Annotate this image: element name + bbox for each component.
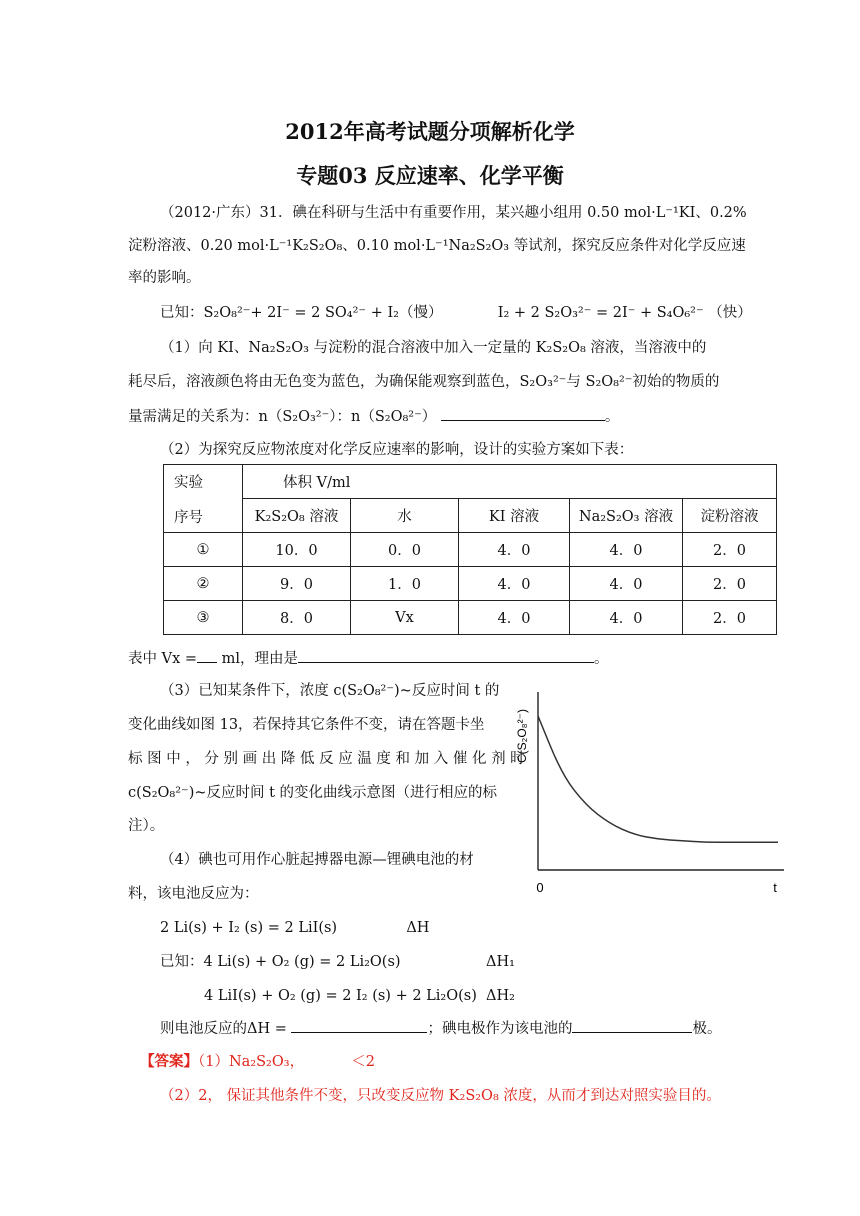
y-axis-label: C(S₂O₈²⁻) [515, 709, 529, 763]
table-row [164, 533, 777, 567]
dh-label: 则电池反应的ΔH = [160, 1021, 292, 1037]
row-2-ki: 4．0 [459, 567, 570, 601]
electrode-blank[interactable] [572, 1018, 692, 1033]
row-2-na2s2o3: 4．0 [570, 567, 683, 601]
q4-known-a [160, 952, 401, 972]
row-1-seq: ① [164, 533, 243, 567]
equation-fast: I₂ + 2 S₂O₃²⁻ = 2I⁻ + S₄O₆²⁻ （快） [497, 305, 752, 321]
battery-dh: ΔH [406, 920, 430, 936]
table-row [164, 601, 777, 635]
col-water: 水 [351, 499, 459, 533]
q3-line-5: 注）。 [128, 818, 165, 834]
header-seq-cell [164, 465, 243, 533]
q1-line-3-end: 。 [604, 409, 620, 425]
known-reactions [160, 303, 752, 323]
row-2-seq: ② [164, 567, 243, 601]
experiment-table [163, 464, 777, 635]
q1-line-3 [128, 406, 619, 427]
q4-known-label: 已知： [160, 954, 204, 970]
row-1-na2s2o3: 4．0 [570, 533, 683, 567]
battery-reaction: 2 Li(s) + I₂ (s) = 2 LiI(s) [160, 920, 338, 936]
row-2-k2s2o8: 9．0 [243, 567, 351, 601]
q1-line-3-text: 量需满足的关系为：n（S₂O₃²⁻）：n（S₂O₈²⁻） [128, 409, 437, 425]
reaction-b: 4 LiI(s) + O₂ (g) = 2 I₂ (s) + 2 Li₂O(s) [204, 988, 477, 1004]
document-subtitle: 专题03 反应速率、化学平衡 [296, 163, 564, 188]
document-title: 2012年高考试题分项解析化学 [285, 119, 575, 144]
answer-line-1 [140, 1052, 375, 1072]
row-3-ki: 4．0 [459, 601, 570, 635]
electrode-end: 极。 [692, 1021, 722, 1037]
concentration-curve [538, 716, 778, 842]
concentration-time-chart [512, 688, 788, 900]
q4-line-1: （4）碘也可用作心脏起搏器电源—锂碘电池的材 [160, 852, 474, 868]
row-2-water: 1．0 [351, 567, 459, 601]
header-volume: 体积 V/ml [243, 465, 777, 499]
intro-line-1: （2012·广东）31．碘在科研与生活中有重要作用，某兴趣小组用 0.50 mol·L⁻¹KI、0.2% [160, 205, 747, 221]
col-starch: 淀粉溶液 [683, 499, 777, 533]
answer-1: （1）Na₂S₂O₃， [198, 1054, 305, 1070]
origin-label: 0 [536, 880, 544, 895]
answer-1b: ＜2 [351, 1054, 376, 1070]
row-3-seq: ③ [164, 601, 243, 635]
row-1-k2s2o8: 10．0 [243, 533, 351, 567]
row-1-starch: 2．0 [683, 533, 777, 567]
q4-last-line [160, 1018, 721, 1039]
answer-label: 【答案】 [140, 1053, 198, 1070]
reaction-b-dh: ΔH₂ [486, 988, 515, 1004]
row-3-water: Vx [351, 601, 459, 635]
intro-line-2: 淀粉溶液、0.20 mol·L⁻¹K₂S₂O₈、0.10 mol·L⁻¹Na₂S₂O₃ 等试剂，探究反应条件对化学反应速 [128, 238, 746, 254]
header-seq-1: 实验 [174, 474, 203, 491]
vx-label: 表中 Vx = [128, 651, 198, 667]
table-row [164, 567, 777, 601]
row-1-water: 0．0 [351, 533, 459, 567]
dh-blank[interactable] [291, 1018, 427, 1033]
q4-line-2: 料，该电池反应为： [128, 886, 259, 902]
col-ki: KI 溶液 [459, 499, 570, 533]
row-3-k2s2o8: 8．0 [243, 601, 351, 635]
reaction-a: 4 Li(s) + O₂ (g) = 2 Li₂O(s) [203, 954, 401, 970]
col-na2s2o3: Na₂S₂O₃ 溶液 [570, 499, 683, 533]
row-1-ki: 4．0 [459, 533, 570, 567]
q2-intro: （2）为探究反应物浓度对化学反应速率的影响，设计的实验方案如下表： [160, 442, 634, 458]
reason-blank[interactable] [298, 648, 594, 663]
reason-label: ml，理由是 [217, 651, 299, 667]
q3-line-1: （3）已知某条件下，浓度 c(S₂O₈²⁻)~反应时间 t 的 [160, 683, 500, 699]
equation-slow: S₂O₈²⁻+ 2I⁻ = 2 SO₄²⁻ + I₂（慢） [203, 305, 443, 321]
q4-equation [160, 918, 429, 938]
row-2-starch: 2．0 [683, 567, 777, 601]
reaction-a-dh: ΔH₁ [486, 954, 515, 970]
col-k2s2o8: K₂S₂O₈ 溶液 [243, 499, 351, 533]
vx-blank[interactable] [197, 648, 217, 663]
q3-line-4: c(S₂O₈²⁻)~反应时间 t 的变化曲线示意图（进行相应的标 [128, 785, 498, 801]
electrode-label: ；碘电极作为该电池的 [427, 1021, 573, 1037]
q1-answer-blank[interactable] [441, 406, 605, 421]
q3-line-3: 标 图 中 ， 分 别 画 出 降 低 反 应 温 度 和 加 入 催 化 剂 时 [128, 751, 525, 767]
q2-vx-line [128, 648, 609, 669]
q3-line-2: 变化曲线如图 13，若保持其它条件不变，请在答题卡坐 [128, 717, 485, 733]
row-3-na2s2o3: 4．0 [570, 601, 683, 635]
known-label: 已知： [160, 305, 204, 321]
x-axis-label: t [773, 880, 777, 895]
q1-line-2: 耗尽后，溶液颜色将由无色变为蓝色，为确保能观察到蓝色，S₂O₃²⁻与 S₂O₈²⁻初始的物质的 [128, 374, 720, 390]
intro-line-3: 率的影响。 [128, 270, 201, 286]
header-seq-2: 序号 [174, 509, 203, 526]
reason-end: 。 [594, 651, 609, 667]
row-3-starch: 2．0 [683, 601, 777, 635]
answer-line-2: （2）2， 保证其他条件不变，只改变反应物 K₂S₂O₈ 浓度，从而才到达对照实验目的。 [160, 1088, 721, 1104]
q1-line-1: （1）向 KI、Na₂S₂O₃ 与淀粉的混合溶液中加入一定量的 K₂S₂O₈ 溶液，当溶液中的 [160, 340, 707, 356]
